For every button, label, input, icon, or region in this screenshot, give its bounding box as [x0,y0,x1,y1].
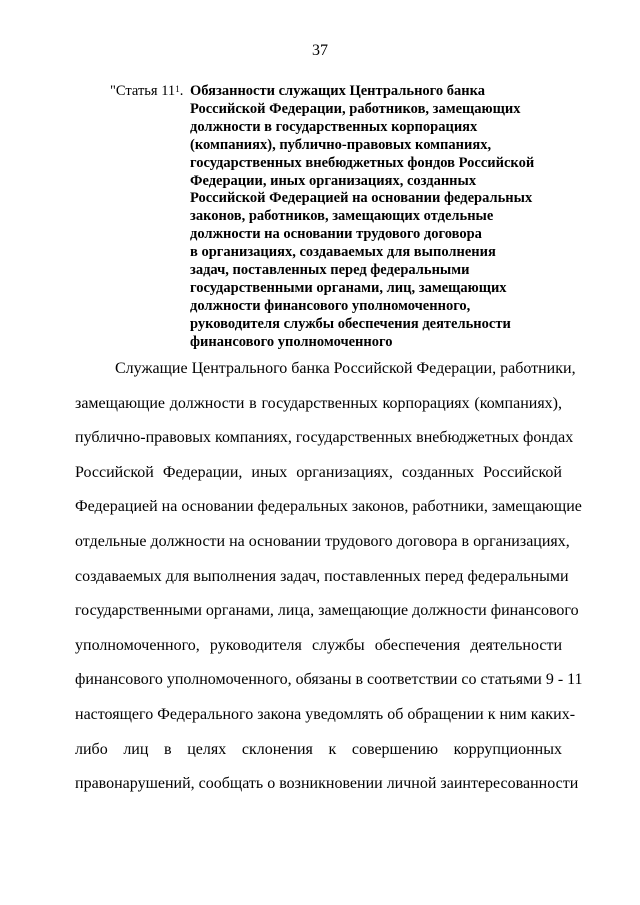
body-line: уполномоченного, руководителя службы обеспечения деятельности [75,636,562,654]
body-line: отдельные должности на основании трудового договора в организациях, [75,532,570,550]
page-number: 37 [312,42,328,59]
article-title-line: финансового уполномоченного [190,333,393,350]
article-title-line: должности на основании трудового договора [190,226,482,243]
article-title-line: (компаниях), публично-правовых компаниях, [190,136,492,153]
article-label-superscript: 1 [175,84,180,94]
article-title-line: Федерации, иных организациях, созданных [190,172,477,189]
article-title-line: должности финансового уполномоченного, [190,297,471,314]
article-label-suffix: . [179,83,184,99]
article-title-line: государственных внебюджетных фондов Российской [190,154,535,171]
article-label [110,83,190,101]
body-line: Служащие Центрального банка Российской Федерации, работники, [115,360,576,377]
body-line: либо лиц в целях склонения к совершению коррупционных [75,740,562,758]
article-title-line: задач, поставленных перед федеральными [190,262,470,279]
body-line: Российской Федерации, иных организациях, созданных Российской [75,463,562,481]
article-title-line: Российской Федерацией на основании федеральных [190,190,533,207]
article-title-line: должности в государственных корпорациях [190,118,478,135]
body-paragraph [75,352,583,802]
body-line: государственными органами, лица, замещающие должности финансового [75,602,579,620]
article-title [190,83,580,352]
body-line: создаваемых для выполнения задач, поставленных перед федеральными [75,567,569,585]
article-title-line: государственными органами, лиц, замещающих [190,279,507,296]
article-label-prefix: "Статья 11 [110,83,176,99]
body-line: замещающие должности в государственных корпорациях (компаниях), [75,394,562,412]
article-title-line: руководителя службы обеспечения деятельности [190,315,511,332]
body-line: настоящего Федерального закона уведомлять об обращении к ним каких- [75,705,576,723]
body-line: Федерацией на основании федеральных законов, работники, замещающие [75,498,582,516]
article-title-line: законов, работников, замещающих отдельные [190,208,494,225]
body-line: финансового уполномоченного, обязаны в соответствии со статьями 9 - 11 [75,671,583,689]
body-line: публично-правовых компаниях, государственных внебюджетных фондах [75,429,574,447]
article-title-line: Российской Федерации, работников, замещающих [190,100,521,117]
body-line: правонарушений, сообщать о возникновении личной заинтересованности [75,775,579,793]
article-title-line: Обязанности служащих Центрального банка [190,83,486,99]
article-title-line: в организациях, создаваемых для выполнения [190,244,496,261]
